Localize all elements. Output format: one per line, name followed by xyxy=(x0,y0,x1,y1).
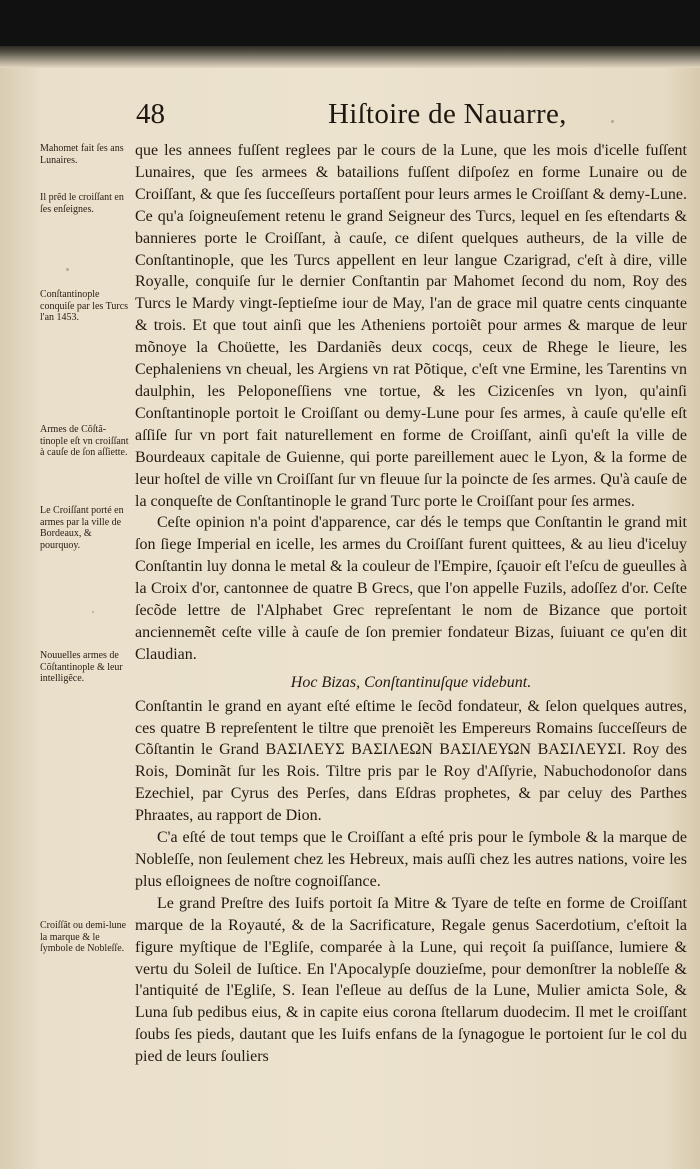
body-text xyxy=(135,140,687,1068)
paper-speck xyxy=(92,611,94,613)
margin-note: Croiſſãt ou demi-lune la marque & le ſymbole de Nobleſſe. xyxy=(40,920,127,955)
paragraph: Le grand Preſtre des Iuifs portoit ſa Mitre & Tyare de teſte en forme de Croiſſant marque de la Royauté, & de la Sacrificature, Regale genus Sacerdotium, c'eſtoit la figure myſtique de l'Egliſe, comparée à la Lune, qui reçoit ſa puiſſance, lumiere & vertu du Soleil de Iuſtice. En l'Apocalypſe douzieſme, pour demonſtrer la nobleſſe & l'antiquité de l'Egliſe, S. Iean l'eſleue au deſſus de la Lune, Mulier amicta Sole, & Luna ſub pedibus eius, & in capite eius corona ſtellarum duodecim. Il met le croiſſant ſoubs ſes pieds, dautant que les Iuifs enfans de la ſynagogue le portoient ſur le col du pied de leurs ſouliers xyxy=(135,894,687,1066)
margin-note: Nouuelles armes de Cõſtantinople & leur intelligẽce. xyxy=(40,650,123,685)
paragraph: Conſtantin le grand en ayant eſté eſtime le ſecõd fondateur, & ſelon quelques autres, ces quatre B repreſentent le tiltre que prenoiẽt les Empereurs Romains ſucceſſeurs de Cõſtantin le Grand ΒΑΣΙΛΕΥΣ ΒΑΣΙΛΕΩΝ ΒΑΣΙΛΕΥΩΝ ΒΑΣΙΛΕΥΣΙ. Roy des Rois, Dominãt ſur les Rois. Tiltre pris par le Roy d'Aſſyrie, Nabuchodonoſor dans Ezechiel, par Cyrus des Perſes, dans Eſdras prophetes, & par celuy des Parthes Phraates, au rapport de Dion. xyxy=(135,697,687,825)
paragraph: C'a eſté de tout temps que le Croiſſant a eſté pris pour le ſymbole & la marque de Nobleſſe, non ſeulement chez les Hebreux, mais auſſi chez les autres nations, voire les plus eſloignees de noſtre cognoiſſance. xyxy=(135,829,687,890)
margin-note: Conſtantinople conquiſe par les Turcs l'an 1453. xyxy=(40,289,129,324)
paper-speck xyxy=(216,795,218,797)
margin-note: Le Croiſſant porté en armes par la ville de Bordeaux, & pourquoy. xyxy=(40,505,124,551)
margin-note: Il prẽd le croiſſant en ſes enſeignes. xyxy=(40,192,124,215)
margin-note: Armes de Cõſtã-tinople eſt vn croiſſant à cauſe de ſon aſſiette. xyxy=(40,424,129,459)
paragraph: que les annees fuſſent reglees par le cours de la Lune, que les mois d'icelle fuſſent Lunaires, que ſes armees & batailions fuſſent diſpoſez en forme Lunaire ou de Croiſſant, & que ſes ſucceſſeurs portaſſent pour leurs armes le Croiſſant & demy-Lune. Ce qu'a ſoigneuſement retenu le grand Seigneur des Turcs, lequel en ſes eſtendarts & bannieres porte le Croiſſant, à cauſe, ce diſent quelques autheurs, de la ville de Conſtantinople, que les Turcs appellent en leur langue Czarigrad, c'eſt à dire, ville Royalle, conquiſe ſur le dernier Conſtantin par Mahomet ſecond du nom, Roy des Turcs le Mardy vingt-ſeptieſme iour de May, l'an de grace mil quatre cents cinquante & trois. Et que tout ainſi que les Atheniens portoiẽt pour armes & marque de leur mõnoye la Choüette, les Dardaniẽs deux cocqs, ceux de Rhege le lieure, les Cephaleniens vn cheual, les Argiens vn rat Põtique, c'eſt vne Ermine, les Tarentins vn daulphin, les Peloponeſſiens vne tortue, & les Cizicenſes vn lyon, qu'ainſi Conſtantinople portoit le Croiſſant ou demy-Lune pour ſes armes, à cauſe qu'elle eſt aſſiſe ſur vn port fait naturellement en forme de Croiſſant, ainſi qu'eſt la ville de Bourdeaux capitale de Guienne, qui porte pareillement auec le Lyon, & la forme de leur hoſtel de ville vn Croiſſant ſur vn fleuue ſur la poincte de ſes armes. Qu'à cauſe de la conqueſte de Conſtantinople le grand Turc porte le Croiſſant pour ſes armes. xyxy=(135,142,687,510)
paper-speck xyxy=(66,268,69,271)
running-title: Hiſtoire de Nauarre, xyxy=(328,98,567,130)
margin-note: Mahomet fait ſes ans Lunaires. xyxy=(40,143,124,166)
paragraph: Ceſte opinion n'a point d'apparence, car dés le temps que Conſtantin le grand mit ſon ſiege Imperial en icelle, les armes du Croiſſant furent quittees, & au lieu d'iceluy Conſtantin luy donna le metal & la couleur de l'Empire, ſçauoir eſt l'eſcu de gueulles à la Croix d'or, cantonnee de quatre B Grecs, que l'on appelle Fuzils, adoſſez d'or. Ceſte ſecõde lettre de l'Alphabet Grec repreſentant le nom de Bizance que portoit anciennemẽt ceſte ville à cauſe de ſon premier fondateur Bizas, ſuiuant ce qu'en dit Claudian. xyxy=(135,514,687,663)
paper-speck xyxy=(611,120,614,123)
latin-quotation: Hoc Bizas, Conſtantinuſque videbunt. xyxy=(290,673,532,691)
page-number: 48 xyxy=(136,98,165,130)
margin-notes xyxy=(0,0,135,1169)
